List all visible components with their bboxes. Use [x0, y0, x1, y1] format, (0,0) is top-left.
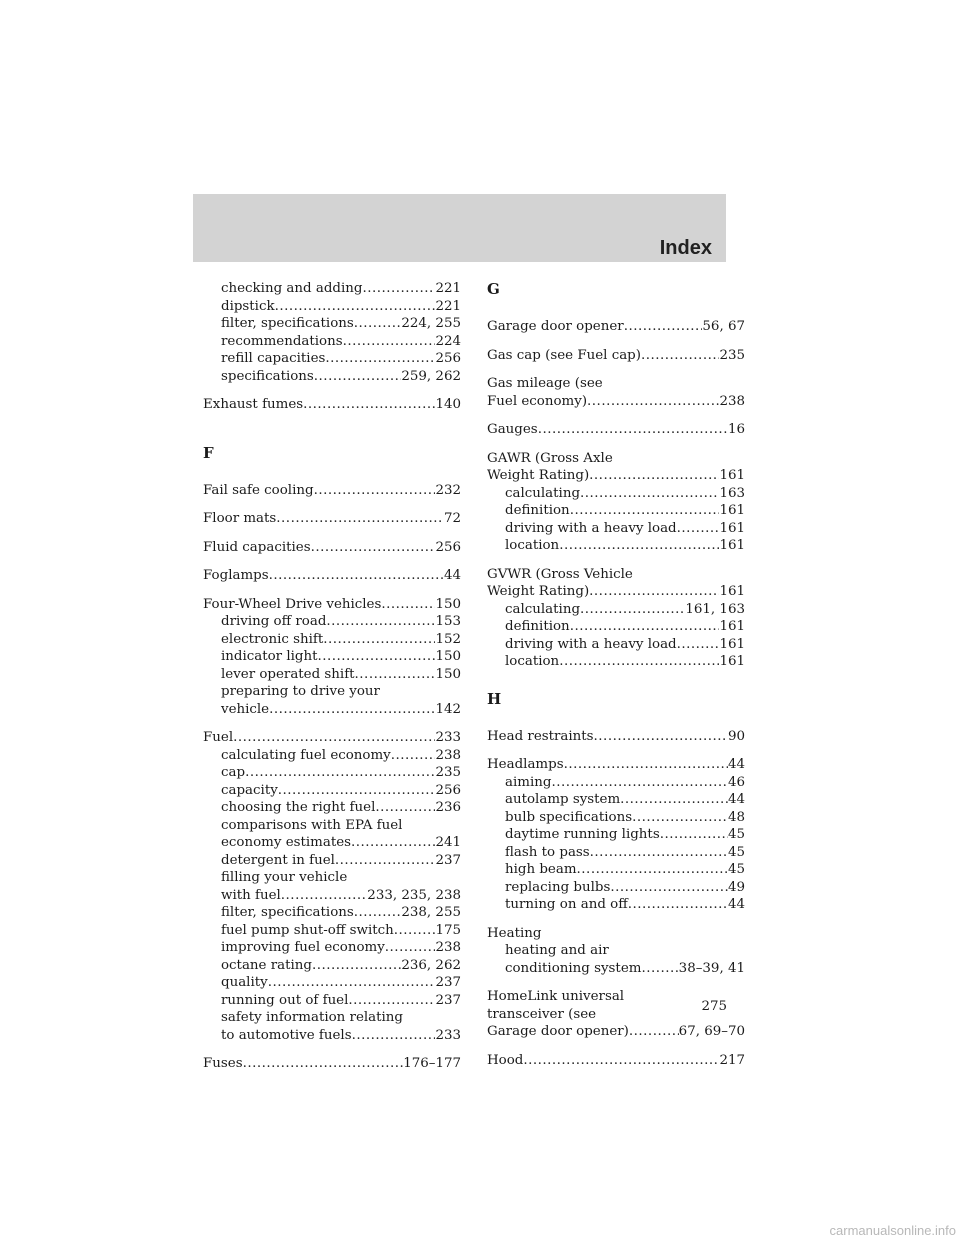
index-subentry: [203, 333, 461, 351]
leader-dots: [620, 791, 728, 809]
entry-text: Exhaust fumes: [203, 397, 304, 412]
page-reference: 161: [719, 654, 745, 669]
index-subentry: [487, 502, 745, 520]
index-subentry: [203, 298, 461, 316]
index-entry-line: [203, 482, 461, 500]
index-entry-line: [203, 539, 461, 557]
leader-dots: [577, 861, 728, 879]
index-subentry: [487, 537, 745, 555]
index-subentry: [203, 764, 461, 782]
entry-text: high beam: [505, 862, 577, 877]
index-subentry: [487, 485, 745, 503]
entry-text: filling your vehicle: [221, 870, 348, 885]
entry-text: calculating fuel economy: [221, 747, 391, 763]
leader-dots: [523, 1052, 719, 1070]
page-reference: 161: [719, 503, 745, 518]
index-entry-line: [203, 567, 461, 585]
index-subentry: [203, 1009, 461, 1027]
index-subentry: [487, 653, 745, 671]
index-subentry: [487, 879, 745, 897]
leader-dots: [677, 520, 720, 538]
entry-text: driving with a heavy load: [505, 520, 677, 536]
entry-text: filter, specifications: [221, 905, 354, 920]
page-reference: 142: [435, 701, 461, 717]
page-reference: 238, 255: [401, 905, 461, 920]
page-number: 275: [701, 999, 727, 1014]
leader-dots: [245, 764, 435, 782]
index-subentry: [203, 631, 461, 649]
index-subentry: [487, 826, 745, 844]
entry-text: flash to pass: [505, 844, 590, 860]
index-subentry: [487, 809, 745, 827]
leader-dots: [580, 601, 685, 619]
leader-dots: [385, 939, 436, 957]
entry-text: dipstick: [221, 298, 275, 314]
index-subentry: [203, 315, 461, 333]
page-reference: 45: [727, 844, 745, 860]
page-reference: 150: [435, 596, 461, 612]
entry-text: Fuel: [203, 730, 234, 745]
index-subentry: [203, 974, 461, 992]
entry-text: quality: [221, 975, 268, 990]
leader-dots: [303, 396, 435, 414]
index-entry-line: [203, 510, 461, 528]
page-reference: 259, 262: [401, 368, 461, 384]
index-entry-line: [487, 728, 745, 746]
entry-text: replacing bulbs: [505, 879, 611, 895]
leader-dots: [587, 393, 719, 411]
entry-text: definition: [505, 619, 570, 634]
leader-dots: [335, 852, 436, 870]
leader-dots: [312, 957, 401, 975]
page-reference: 48: [727, 809, 745, 825]
index-subentry: [487, 636, 745, 654]
index-entry: [487, 1052, 745, 1070]
leader-dots: [538, 421, 728, 439]
entry-text: GVWR (Gross Vehicle: [487, 566, 633, 582]
index-entry: [203, 1055, 461, 1073]
index-subentry: [487, 601, 745, 619]
index-subentry: [203, 869, 461, 887]
page-reference: 176–177: [403, 1056, 461, 1071]
page-reference: 152: [435, 631, 461, 647]
index-entry: [487, 566, 745, 671]
entry-text: Heating: [487, 925, 542, 941]
entry-text: HomeLink universal: [487, 989, 625, 1004]
page-reference: 38–39, 41: [678, 960, 745, 976]
leader-dots: [269, 567, 444, 585]
entry-text: filter, specifications: [221, 316, 354, 331]
page-reference: 161, 163: [685, 601, 745, 617]
entry-text: location: [505, 538, 560, 553]
page-reference: 175: [435, 922, 461, 938]
page-reference: 233, 235, 238: [367, 887, 461, 903]
leader-dots: [276, 510, 444, 528]
entry-text: Weight Rating): [487, 468, 590, 483]
page-reference: 161: [719, 520, 745, 536]
leader-dots: [314, 482, 436, 500]
page-reference: 161: [719, 468, 745, 483]
entry-text: Fuel economy): [487, 393, 588, 409]
index-subentry: [203, 1027, 461, 1045]
leader-dots: [268, 974, 436, 992]
leader-dots: [351, 834, 435, 852]
index-entry-line: [203, 729, 461, 747]
letter-heading-h: H: [487, 689, 502, 708]
entry-text: turning on and off: [505, 897, 628, 912]
page-reference: 90: [727, 728, 745, 744]
leader-dots: [348, 992, 435, 1010]
entry-text: octane rating: [221, 957, 312, 973]
entry-text: bulb specifications: [505, 809, 633, 825]
page-reference: 233: [435, 1027, 461, 1043]
index-entry-line: [487, 583, 745, 601]
leader-dots: [326, 613, 435, 631]
entry-text: preparing to drive your: [221, 684, 380, 699]
index-entry-line: [487, 450, 745, 468]
index-subentry: [203, 887, 461, 905]
entry-text: Fluid capacities: [203, 539, 311, 555]
leader-dots: [594, 728, 728, 746]
entry-text: Headlamps: [487, 757, 564, 772]
entries-e: [203, 396, 461, 414]
entries-h: [487, 728, 745, 1070]
entry-text: lever operated shift: [221, 666, 355, 682]
index-subentry: [203, 992, 461, 1010]
page-reference: 238: [435, 940, 461, 955]
entry-text: Head restraints: [487, 728, 594, 744]
page-reference: 256: [435, 351, 461, 366]
leader-dots: [311, 539, 436, 557]
header-band: [193, 194, 726, 262]
index-subentry: [203, 782, 461, 800]
index-subentry: [203, 834, 461, 852]
leader-dots: [660, 826, 728, 844]
leader-dots: [641, 347, 719, 365]
leader-dots: [580, 485, 719, 503]
index-entry-line: [487, 1023, 745, 1041]
index-subentry: [487, 942, 745, 960]
entry-text: daytime running lights: [505, 827, 660, 842]
page-reference: 67, 69–70: [678, 1024, 745, 1039]
entry-text: electronic shift: [221, 631, 324, 647]
index-entry: [487, 450, 745, 555]
page-reference: 44: [727, 792, 745, 807]
index-subentry: [203, 747, 461, 765]
entry-text: checking and adding: [221, 281, 363, 296]
page-reference: 49: [727, 879, 745, 895]
page-reference: 256: [435, 782, 461, 798]
page-reference: 44: [727, 897, 745, 912]
entry-text: comparisons with EPA fuel: [221, 817, 403, 833]
entry-text: Floor mats: [203, 511, 277, 526]
page-reference: 150: [435, 649, 461, 664]
entry-text: driving with a heavy load: [505, 636, 677, 652]
page-reference: 163: [719, 485, 745, 501]
index-entry: [487, 728, 745, 746]
page-reference: 45: [727, 862, 745, 877]
entry-text: Fail safe cooling: [203, 482, 314, 498]
leader-dots: [632, 809, 728, 827]
letter-heading-f: F: [203, 443, 214, 462]
index-entry-line: [487, 467, 745, 485]
page-reference: 153: [435, 614, 461, 629]
index-subentry: [487, 520, 745, 538]
index-subentry: [487, 774, 745, 792]
index-subentry: [487, 861, 745, 879]
entries-f: [203, 482, 461, 1073]
entry-text: calculating: [505, 485, 581, 501]
index-entry: [487, 347, 745, 365]
page-reference: 46: [727, 774, 745, 790]
index-entry-line: [487, 375, 745, 393]
leader-dots: [677, 636, 720, 654]
entry-text: driving off road: [221, 614, 327, 629]
page-reference: 237: [435, 852, 461, 868]
leader-dots: [314, 368, 402, 386]
entry-text: improving fuel economy: [221, 940, 385, 955]
leader-dots: [589, 467, 719, 485]
page-reference: 161: [719, 619, 745, 634]
leader-dots: [354, 315, 402, 333]
index-subentry: [203, 799, 461, 817]
entry-text: autolamp system: [505, 792, 621, 807]
index-subentry: [203, 666, 461, 684]
index-entry: [487, 756, 745, 914]
leader-dots: [375, 799, 435, 817]
page-reference: 221: [435, 298, 461, 314]
leader-dots: [325, 350, 435, 368]
index-subentry: [203, 701, 461, 719]
leader-dots: [641, 960, 678, 978]
page-reference: 150: [435, 666, 461, 682]
index-entry: [487, 375, 745, 410]
entry-text: vehicle: [221, 701, 270, 717]
page-reference: 16: [727, 422, 745, 437]
leader-dots: [391, 747, 436, 765]
page-reference: 235: [435, 765, 461, 780]
index-entry: [487, 421, 745, 439]
index-entry: [487, 925, 745, 978]
entry-text: fuel pump shut-off switch: [221, 922, 394, 938]
leader-dots: [281, 887, 368, 905]
page-reference: 44: [727, 757, 745, 772]
leader-dots: [362, 280, 435, 298]
entry-text: Gas cap (see Fuel cap): [487, 347, 641, 363]
page-reference: 224, 255: [401, 316, 461, 331]
index-subentry: [487, 791, 745, 809]
page-reference: 44: [443, 568, 461, 583]
index-column-right: [487, 280, 745, 1080]
index-entry: [487, 318, 745, 336]
page-reference: 224: [435, 333, 461, 349]
index-subentry: [203, 852, 461, 870]
leader-dots: [610, 879, 728, 897]
index-subentry: [203, 648, 461, 666]
index-entry-line: [487, 318, 745, 336]
entry-text: Foglamps: [203, 568, 269, 583]
index-entry: [203, 567, 461, 585]
entry-text: Gauges: [487, 422, 538, 437]
page-reference: 232: [435, 482, 461, 498]
page-reference: 56, 67: [702, 319, 745, 334]
entry-text: recommendations: [221, 333, 343, 349]
entry-text: with fuel: [221, 887, 281, 903]
index-subentry: [487, 844, 745, 862]
page-reference: 237: [435, 975, 461, 990]
index-subentry: [203, 922, 461, 940]
page-reference: 238: [719, 393, 745, 409]
index-subentry: [203, 817, 461, 835]
entry-text: to automotive fuels: [221, 1027, 352, 1043]
entry-text: Hood: [487, 1052, 524, 1068]
continued-entry: [203, 280, 461, 385]
leader-dots: [394, 922, 436, 940]
entry-text: running out of fuel: [221, 992, 349, 1008]
leader-dots: [590, 844, 728, 862]
page-reference: 140: [435, 397, 461, 412]
entry-text: Fuses: [203, 1056, 243, 1071]
index-entry-line: [487, 925, 745, 943]
leader-dots: [278, 782, 436, 800]
leader-dots: [354, 904, 402, 922]
index-entry: [203, 596, 461, 719]
index-entry: [203, 729, 461, 1044]
leader-dots: [269, 701, 435, 719]
entry-text: detergent in fuel: [221, 852, 335, 868]
leader-dots: [559, 537, 719, 555]
leader-dots: [628, 896, 728, 914]
leader-dots: [352, 1027, 436, 1045]
page-reference: 72: [443, 511, 461, 526]
entry-text: specifications: [221, 368, 314, 384]
entry-text: GAWR (Gross Axle: [487, 450, 613, 466]
letter-heading-g: G: [487, 280, 500, 298]
page-reference: 236: [435, 800, 461, 815]
entry-text: cap: [221, 765, 246, 780]
index-subentry: [487, 960, 745, 978]
page-reference: 256: [435, 539, 461, 555]
page-reference: 233: [435, 730, 461, 745]
leader-dots: [355, 666, 436, 684]
page-reference: 236, 262: [401, 957, 461, 973]
entry-text: aiming: [505, 774, 552, 790]
entry-text: conditioning system: [505, 960, 642, 976]
index-entry-line: [203, 396, 461, 414]
page-reference: 217: [719, 1052, 745, 1068]
index-subentry: [203, 904, 461, 922]
entry-text: Four-Wheel Drive vehicles: [203, 596, 382, 612]
entry-text: Garage door opener): [487, 1024, 629, 1039]
page-reference: 238: [435, 747, 461, 763]
index-entry-line: [203, 1055, 461, 1073]
entry-text: safety information relating: [221, 1010, 404, 1025]
index-subentry: [487, 896, 745, 914]
entry-text: refill capacities: [221, 351, 326, 366]
index-entry: [203, 396, 461, 414]
index-entry-line: [487, 756, 745, 774]
page-reference: 45: [727, 827, 745, 842]
index-entry: [203, 510, 461, 528]
leader-dots: [551, 774, 728, 792]
leader-dots: [624, 318, 703, 336]
entry-text: transceiver (see: [487, 1006, 597, 1022]
index-entry-line: [487, 421, 745, 439]
index-entry-line: [487, 347, 745, 365]
page-reference: 235: [719, 347, 745, 363]
entry-text: economy estimates: [221, 835, 352, 850]
index-column-left: [203, 280, 461, 1084]
page-reference: 241: [435, 835, 461, 850]
entry-text: capacity: [221, 782, 278, 798]
leader-dots: [323, 631, 435, 649]
entry-text: definition: [505, 503, 570, 518]
index-entry-line: [487, 393, 745, 411]
entries-g: [487, 318, 745, 671]
leader-dots: [243, 1055, 404, 1073]
index-entry: [203, 539, 461, 557]
index-subentry: [203, 350, 461, 368]
index-subentry: [203, 957, 461, 975]
entry-text: Garage door opener: [487, 319, 624, 334]
index-entry-line: [203, 596, 461, 614]
leader-dots: [570, 502, 720, 520]
index-subentry: [487, 618, 745, 636]
leader-dots: [343, 333, 436, 351]
leader-dots: [318, 648, 436, 666]
index-entry: [203, 482, 461, 500]
page-reference: 161: [719, 584, 745, 599]
leader-dots: [564, 756, 728, 774]
index-subentry: [203, 939, 461, 957]
leader-dots: [233, 729, 435, 747]
entry-text: calculating: [505, 601, 581, 617]
page-reference: 221: [435, 281, 461, 296]
leader-dots: [589, 583, 719, 601]
page-reference: 161: [719, 538, 745, 553]
leader-dots: [570, 618, 720, 636]
leader-dots: [559, 653, 719, 671]
leader-dots: [275, 298, 436, 316]
entry-text: heating and air: [505, 943, 609, 958]
entry-text: Weight Rating): [487, 584, 590, 599]
leader-dots: [381, 596, 435, 614]
index-subentry: [203, 613, 461, 631]
entry-text: location: [505, 654, 560, 669]
index-subentry: [203, 368, 461, 386]
index-entry-line: [487, 1052, 745, 1070]
page-title: Index: [659, 237, 712, 259]
index-entry-line: [487, 566, 745, 584]
leader-dots: [629, 1023, 679, 1041]
page-reference: 237: [435, 992, 461, 1008]
entry-text: Gas mileage (see: [487, 376, 603, 391]
entry-text: indicator light: [221, 649, 318, 664]
index-subentry: [203, 683, 461, 701]
entry-text: choosing the right fuel: [221, 800, 376, 815]
page-reference: 161: [719, 636, 745, 652]
index-subentry: [203, 280, 461, 298]
watermark-text: carmanualsonline.info: [829, 1223, 956, 1238]
